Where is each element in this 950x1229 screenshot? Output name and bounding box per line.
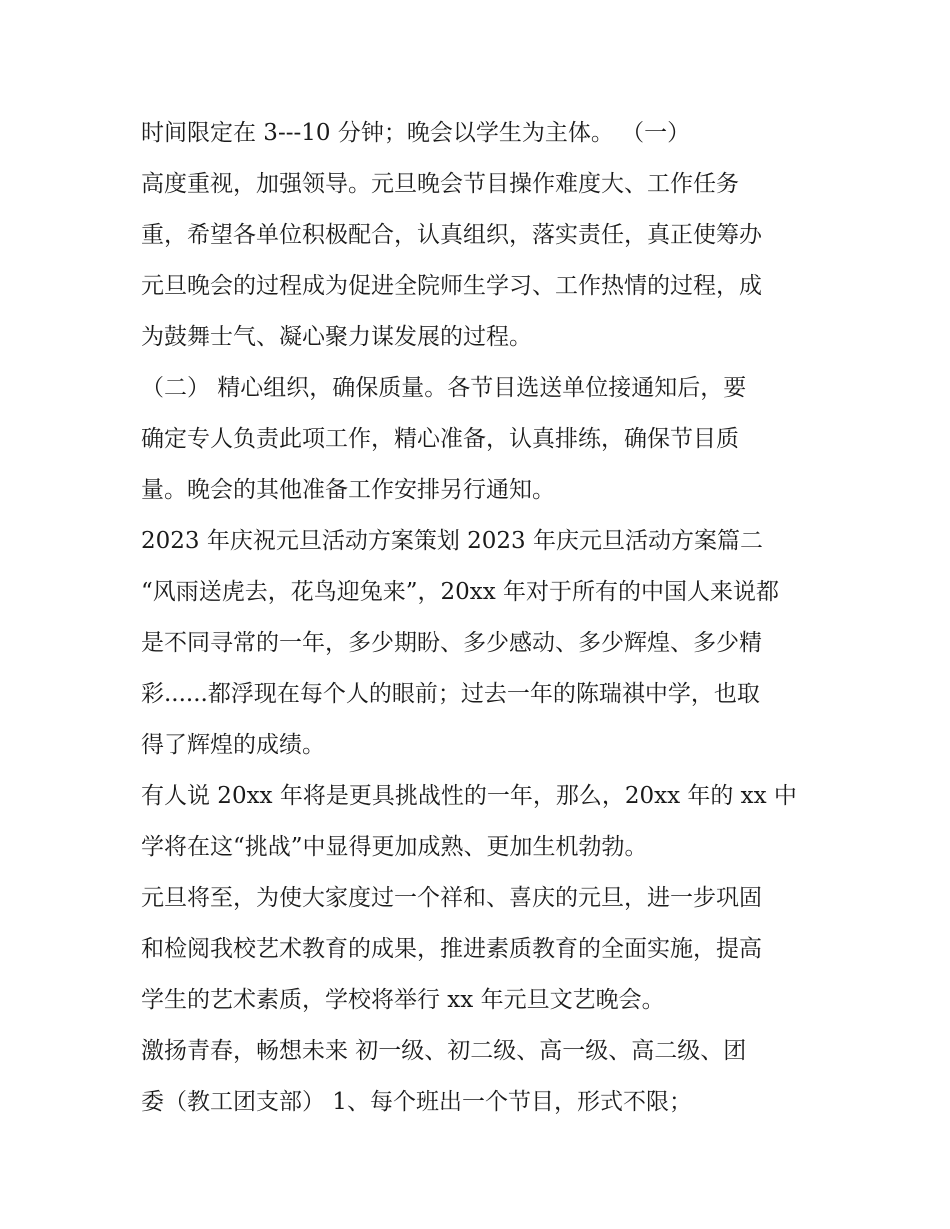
text-line: 委（教工团支部） 1、每个班出一个节目，形式不限； (141, 1089, 692, 1115)
text-line: 确定专人负责此项工作，精心准备，认真排练，确保节目质 (141, 426, 739, 452)
text-line: “风雨送虎去，花鸟迎兔来”，20xx 年对于所有的中国人来说都 (141, 579, 780, 605)
text-line: 元旦晚会的过程成为促进全院师生学习、工作热情的过程，成 (141, 273, 762, 299)
document-body (141, 108, 821, 1128)
text-line: 激扬青春，畅想未来 初一级、初二级、高一级、高二级、团 (141, 1038, 747, 1064)
text-line: （二） 精心组织，确保质量。各节目选送单位接通知后，要 (141, 375, 747, 401)
text-line: 重，希望各单位积极配合，认真组织，落实责任，真正使筹办 (141, 222, 762, 248)
text-line: 为鼓舞士气、凝心聚力谋发展的过程。 (141, 324, 532, 350)
text-line: 2023 年庆祝元旦活动方案策划 2023 年庆元旦活动方案篇二 (141, 528, 763, 554)
text-line: 学将在这“挑战”中显得更加成熟、更加生机勃勃。 (141, 834, 648, 860)
text-line: 量。晚会的其他准备工作安排另行通知。 (141, 477, 555, 503)
text-line: 和检阅我校艺术教育的成果，推进素质教育的全面实施，提高 (141, 936, 762, 962)
text-line: 是不同寻常的一年，多少期盼、多少感动、多少辉煌、多少精 (141, 630, 762, 656)
text-line: 得了辉煌的成绩。 (141, 732, 325, 758)
text-line: 有人说 20xx 年将是更具挑战性的一年，那么，20xx 年的 xx 中 (141, 783, 797, 809)
text-line: 元旦将至，为使大家度过一个祥和、喜庆的元旦，进一步巩固 (141, 885, 762, 911)
text-line: 彩......都浮现在每个人的眼前；过去一年的陈瑞祺中学，也取 (141, 681, 760, 707)
text-line: 高度重视，加强领导。元旦晚会节目操作难度大、工作任务 (141, 171, 739, 197)
text-line: 学生的艺术素质，学校将举行 xx 年元旦文艺晚会。 (141, 987, 665, 1013)
text-line: 时间限定在 3---10 分钟；晚会以学生为主体。 （一） (141, 120, 691, 146)
